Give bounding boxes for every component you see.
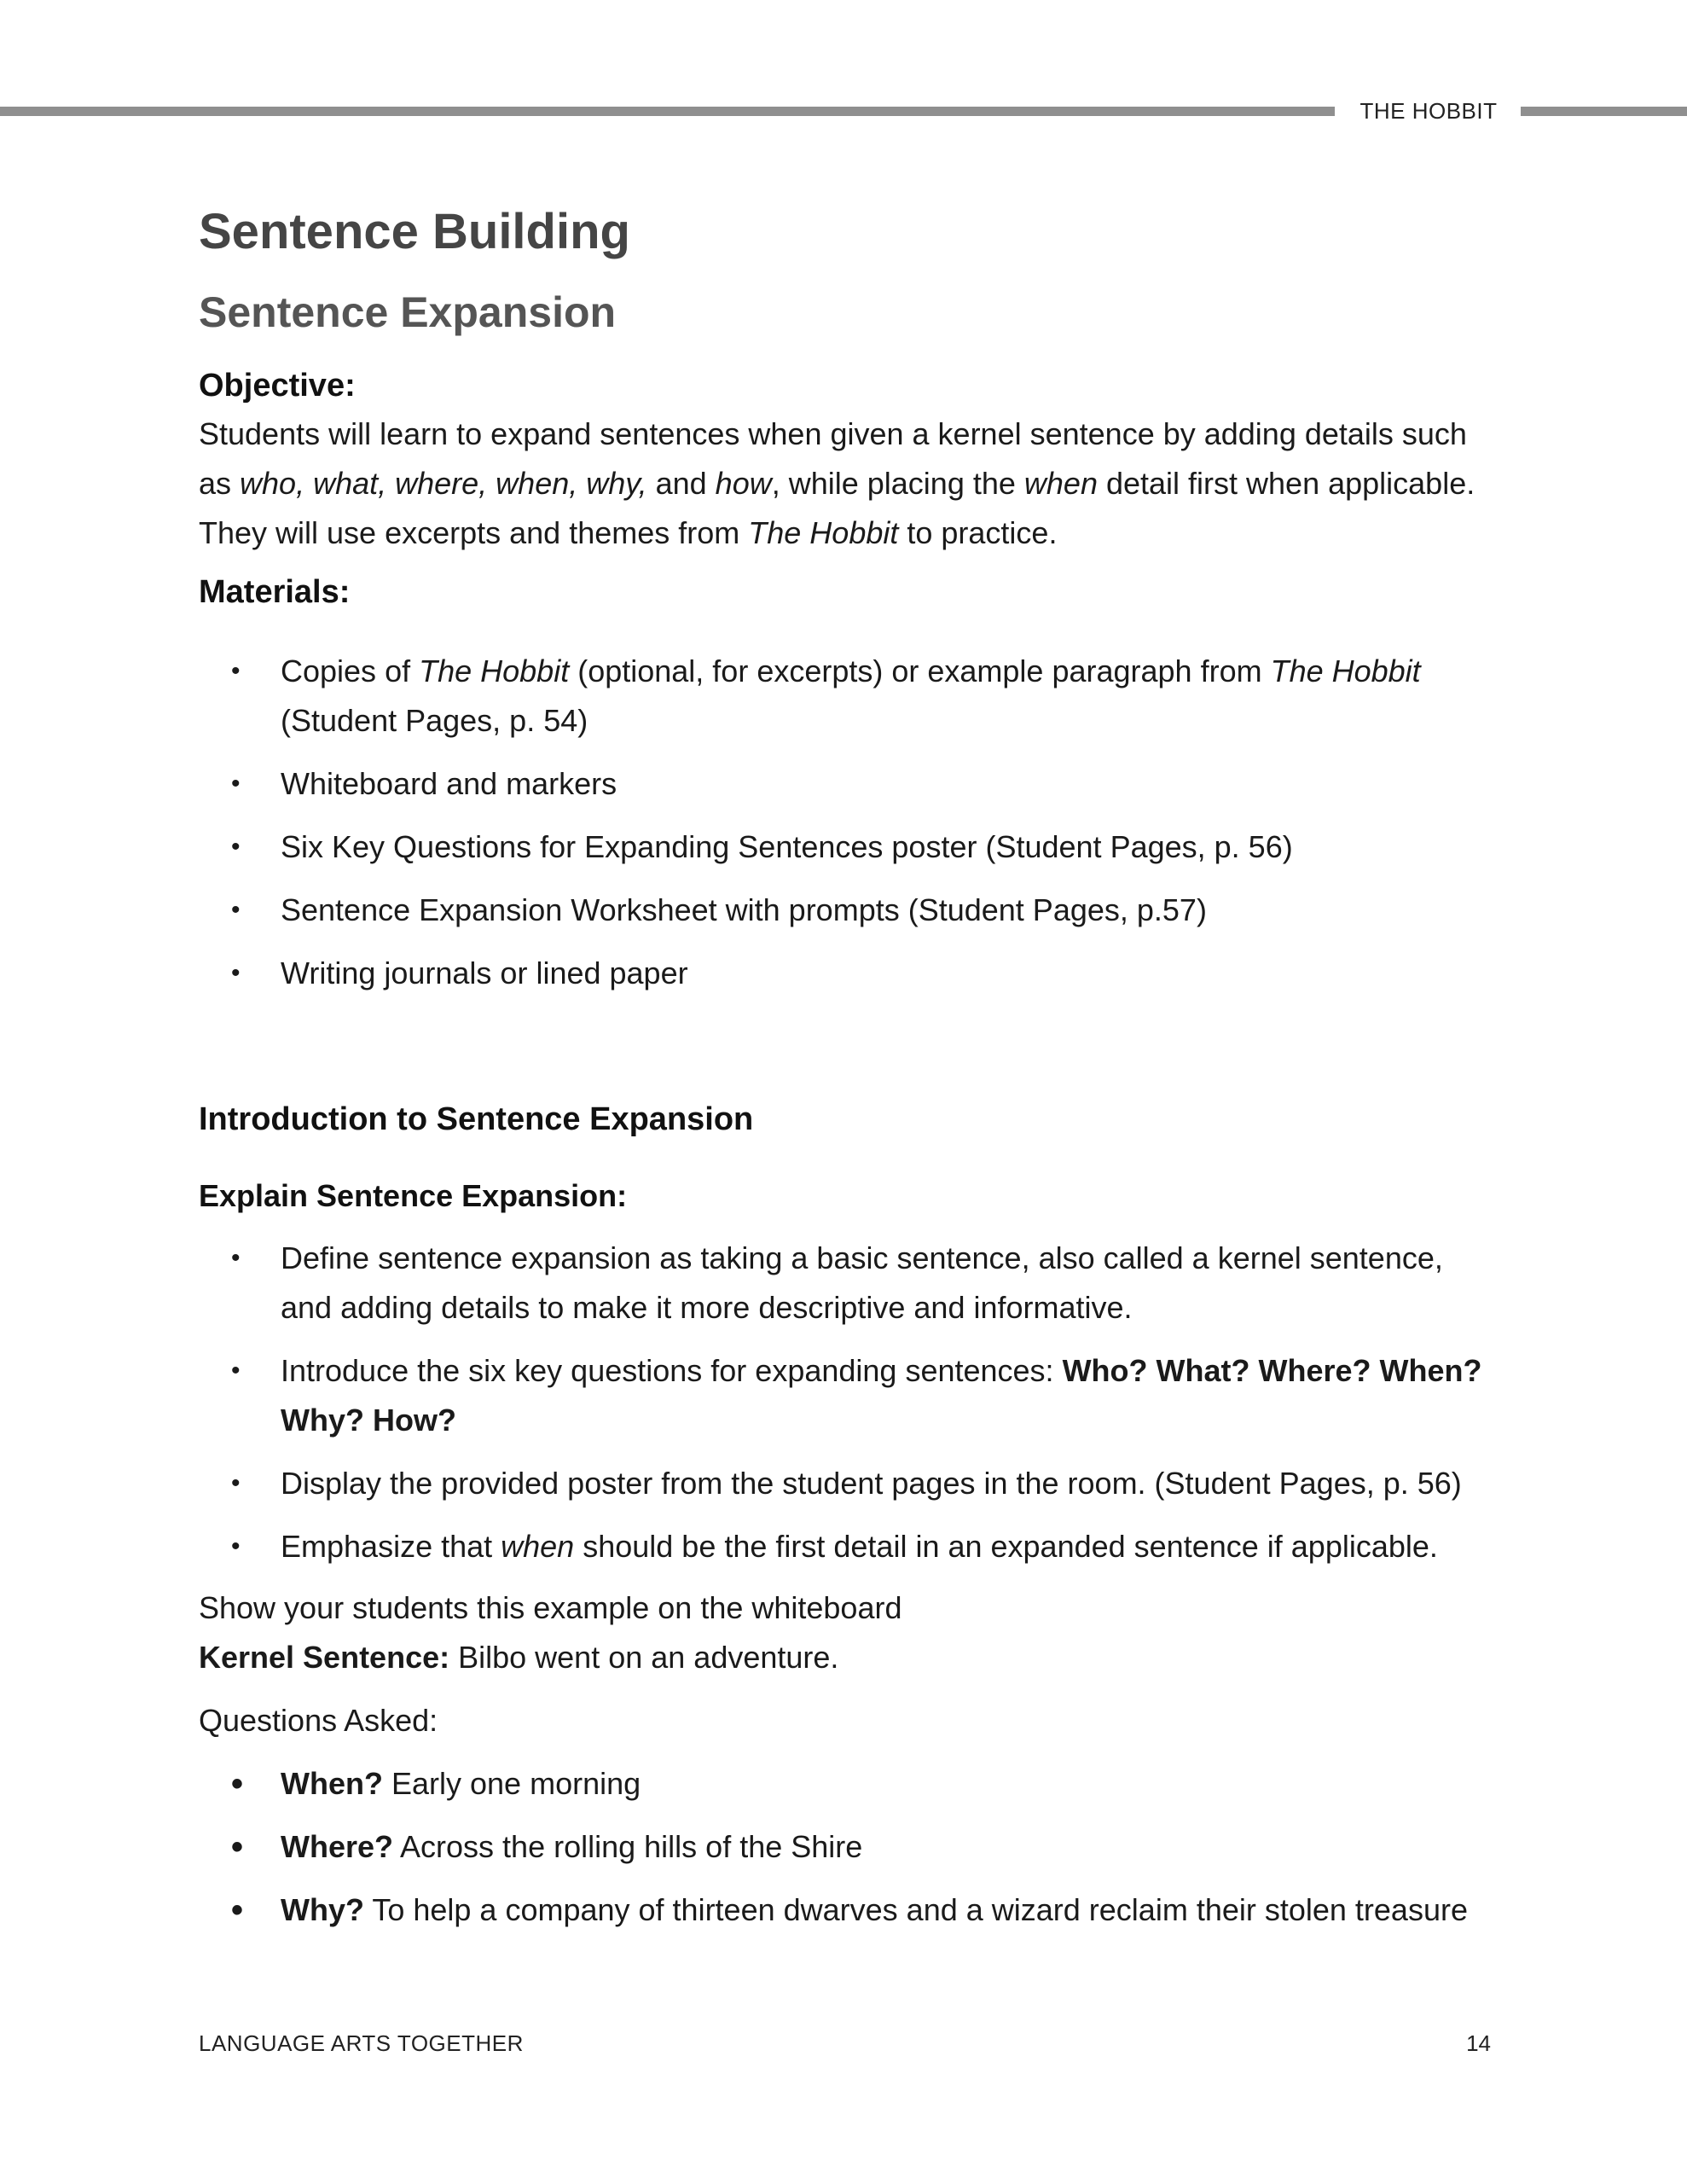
list-item: • Display the provided poster from the student pages in the room. (Student Pages, p. 56) <box>199 1459 1495 1508</box>
bullet-icon: • <box>231 657 241 685</box>
bullet-icon: • <box>231 833 241 861</box>
page-number: 14 <box>1466 2030 1491 2056</box>
intro-heading: Introduction to Sentence Expansion <box>199 1101 754 1137</box>
list-item: • Emphasize that when should be the first detail in an expanded sentence if applicable. <box>199 1522 1495 1571</box>
intro-list <box>199 1234 1495 1571</box>
bullet-icon: • <box>231 1532 241 1560</box>
questions-label: Questions Asked: <box>199 1703 438 1738</box>
list-item: • When? Early one morning <box>199 1759 1495 1809</box>
bullet-icon: • <box>231 770 241 798</box>
bullet-icon: • <box>231 959 241 987</box>
bullet-icon: • <box>231 1356 241 1385</box>
header-rule-left <box>0 107 1335 116</box>
list-item: • Six Key Questions for Expanding Sentences poster (Student Pages, p. 56) <box>199 822 1495 872</box>
objective-label: Objective: <box>199 368 356 404</box>
footer-title: LANGUAGE ARTS TOGETHER <box>199 2030 524 2056</box>
bullet-icon: • <box>231 1765 244 1803</box>
list-item: • Whiteboard and markers <box>199 759 1495 809</box>
list-item: • Introduce the six key questions for expanding sentences: Who? What? Where? When? Why? How? <box>199 1346 1495 1445</box>
header-rule-right <box>1521 107 1687 116</box>
materials-label: Materials: <box>199 574 351 610</box>
list-item: • Why? To help a company of thirteen dwarves and a wizard reclaim their stolen treasure <box>199 1885 1495 1935</box>
list-item: • Writing journals or lined paper <box>199 949 1495 998</box>
bullet-icon: • <box>231 1244 241 1272</box>
section-subtitle: Sentence Expansion <box>199 288 617 336</box>
bullet-icon: • <box>231 1469 241 1497</box>
bullet-icon: • <box>231 1891 244 1929</box>
bullet-icon: • <box>231 1828 244 1866</box>
intro-subheading: Explain Sentence Expansion: <box>199 1178 628 1213</box>
list-item: • Where? Across the rolling hills of the Shire <box>199 1822 1495 1872</box>
list-item: • Copies of The Hobbit (optional, for excerpts) or example paragraph from The Hobbit (Student Pages, p. 54) <box>199 647 1495 746</box>
show-example-line: Show your students this example on the whiteboard <box>199 1590 902 1625</box>
list-item: • Define sentence expansion as taking a basic sentence, also called a kernel sentence, and adding details to make it more descriptive and informative. <box>199 1234 1495 1333</box>
main-content <box>199 198 1495 1935</box>
bullet-icon: • <box>231 896 241 924</box>
list-item: • Sentence Expansion Worksheet with prompts (Student Pages, p.57) <box>199 886 1495 935</box>
page-title: Sentence Building <box>199 204 630 259</box>
materials-list <box>199 647 1495 998</box>
objective-paragraph: Students will learn to expand sentences when given a kernel sentence by adding details such as who, what, where, when, why, and how, while placing the when detail first when applicable. They will use excerpts and themes from The Hobbit to practice. <box>199 416 1475 550</box>
kernel-sentence: Kernel Sentence: Bilbo went on an adventure. <box>199 1640 839 1675</box>
running-head: THE HOBBIT <box>1359 98 1498 124</box>
questions-list <box>199 1759 1495 1935</box>
